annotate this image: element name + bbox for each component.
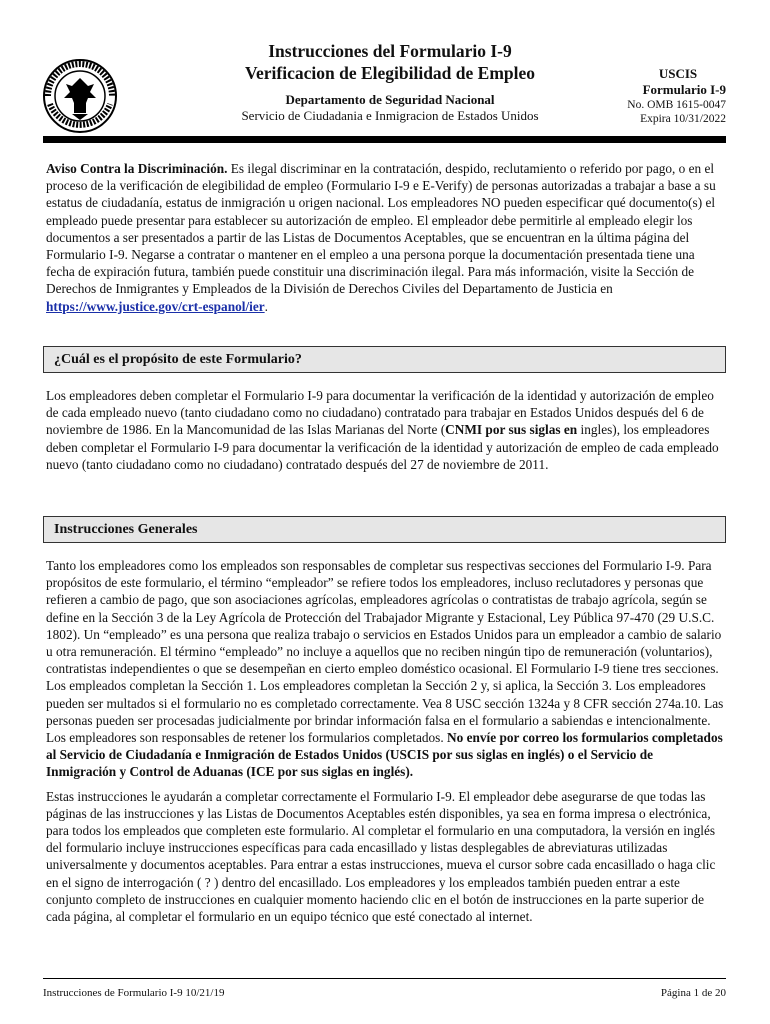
- service-name: Servicio de Ciudadania e Inmigracion de Estados Unidos: [241, 108, 539, 123]
- form-identification: [600, 66, 726, 126]
- notice-body: Es ilegal discriminar en la contratación, despido, reclutamiento o referido por pago, o en el proceso de la verificación de elegibilidad de empleo (Formulario I-9 e E-Verify) de personas autorizadas a trabajar a base a su estatus de ciudadanía, estatus de inmigración u origen nacional. Los empleadores NO pueden especificar qué documento(s) el empleado puede presentar para establecer su autorización de empleo. El empleador debe permitirle al empleado elegir los documentos a ser presentados a partir de las Listas de Documentos Aceptables, que se encuentran en la última página del Formulario I-9. Negarse a contratar o mantener en el empleo a una persona porque la documentación presentada tiene una fecha de expiración futura, también puede constituir una discriminación ilegal. Para más información, visite la Sección de Derechos de Inmigrantes y Empleados de la División de Derechos Civiles del Departamento de Justicia en: [46, 161, 716, 297]
- general-section: [46, 557, 726, 925]
- form-name: Formulario I-9: [642, 82, 726, 97]
- general-heading: Instrucciones Generales: [54, 522, 198, 537]
- ier-link[interactable]: https://www.justice.gov/crt-espanol/ier: [46, 298, 265, 314]
- footer-page-number: Página 1 de 20: [660, 987, 726, 999]
- title-block: [190, 40, 590, 124]
- general-paragraph-2: Estas instrucciones le ayudarán a completar correctamente el Formulario I-9. El empleador debe asegurarse de que todas las páginas de las instrucciones y las Listas de Documentos Aceptables estén disponibles, ya sea en forma impresa o electrónica, para todos los empleados que completen este formulario. Al completar el formulario en una computadora, la versión en inglés del formulario incluye instrucciones específicas para cada encasillado y listas desplegables de abreviaturas utilizadas universalmente y documentos aceptables. Para entrar a estas instrucciones, mueva el cursor sobre cada encasillado o haga clic en el signo de interrogación ( ? ) dentro del encasillado. Los empleadores y los empleados también pueden entrar a este conjunto completo de instrucciones en cualquier momento haciendo clic en el botón de instrucciones en la parte superior de cada página, al completar el formulario en un equipo técnico que esté conectado al internet.: [46, 788, 716, 925]
- page-footer: [43, 978, 726, 999]
- footer-form-edition: Instrucciones de Formulario I-9 10/21/19: [43, 987, 225, 999]
- general-section-header: [43, 516, 726, 543]
- purpose-section: [46, 387, 726, 473]
- header-divider: [43, 136, 726, 143]
- document-title: Instrucciones del Formulario I-9: [268, 41, 512, 61]
- document-subtitle: Verificacion de Elegibilidad de Empleo: [244, 63, 536, 83]
- expiration-date: Expira 10/31/2022: [640, 113, 726, 125]
- notice-end: .: [264, 298, 268, 314]
- omb-number: No. OMB 1615-0047: [627, 99, 726, 111]
- purpose-text: [46, 387, 726, 473]
- discrimination-notice: [46, 160, 726, 315]
- agency-label: USCIS: [658, 66, 698, 81]
- general-p1-bold: No envíe por correo los formularios completados al Servicio de Ciudadanía e Inmigración de Estados Unidos (USCIS por sus siglas en inglés) o el Servicio de Inmigración y Control de Aduanas (ICE por sus siglas en inglés).: [46, 730, 723, 780]
- purpose-text-a: Los empleadores deben completar el Formulario I-9 para documentar la verificación de la identidad y autorización de empleo de cada empleado nuevo (tanto ciudadano como no ciudadano) contratado para trabajar en Estados Unidos después del 6 de noviembre de 1986. En la Mancomunidad de las Islas Marianas del Norte (: [46, 388, 714, 438]
- dhs-seal-icon: [42, 58, 118, 134]
- page-header: [0, 0, 770, 140]
- main-content: [46, 160, 726, 315]
- department-name: Departamento de Seguridad Nacional: [285, 92, 495, 107]
- notice-lead: Aviso Contra la Discriminación.: [46, 161, 228, 176]
- general-paragraph-1: [46, 557, 726, 781]
- purpose-text-b: ingles), los empleadores deben completar el Formulario I-9 para documentar la verificación de la identidad y autorización de empleo de cada empleado nuevo (tanto ciudadano como no ciudadano) contratado después del 27 de noviembre de 2011.: [46, 422, 719, 472]
- purpose-section-header: [43, 346, 726, 373]
- purpose-heading: ¿Cuál es el propósito de este Formulario?: [54, 352, 302, 367]
- purpose-text-bold: CNMI por sus siglas en: [445, 422, 578, 438]
- general-p1-text: Tanto los empleadores como los empleados son responsables de completar sus respectivas secciones del Formulario I-9. Para propósitos de este formulario, el término “empleador” se refiere todos los empleadores, incluso reclutadores y personas que refieren a cambio de pago, que son asociaciones agrícolas, empleadores agrícolas o contratistas de trabajo agrícola, según se define en la Sección 3 de la Ley Agrícola de Protección del Trabajador Migrante y Estacional, Ley Pública 97-470 (29 U.S.C. 1802). Un “empleado” es una persona que realiza trabajo o servicios en Estados Unidos para un empleador a cambio de salario u otra remuneración. El término “empleado” no incluye a aquellos que no reciben ningún tipo de remuneración (voluntarios), contratistas independientes o que se desempeñan en cierto empleo doméstico ocasional. El Formulario I-9 tiene tres secciones. Los empleados completan la Sección 1. Los empleadores completan la Sección 2 y, si aplica, la Sección 3. Los empleadores pueden ser multados si el formulario no es completado correctamente. Vea 8 USC sección 1324a y 8 CFR sección 274a.10. Las personas pueden ser procesadas judicialmente por brindar información falsa en el formulario a sabiendas e intencionalmente. Los empleadores son responsables de retener los formularios completados.: [46, 558, 724, 746]
